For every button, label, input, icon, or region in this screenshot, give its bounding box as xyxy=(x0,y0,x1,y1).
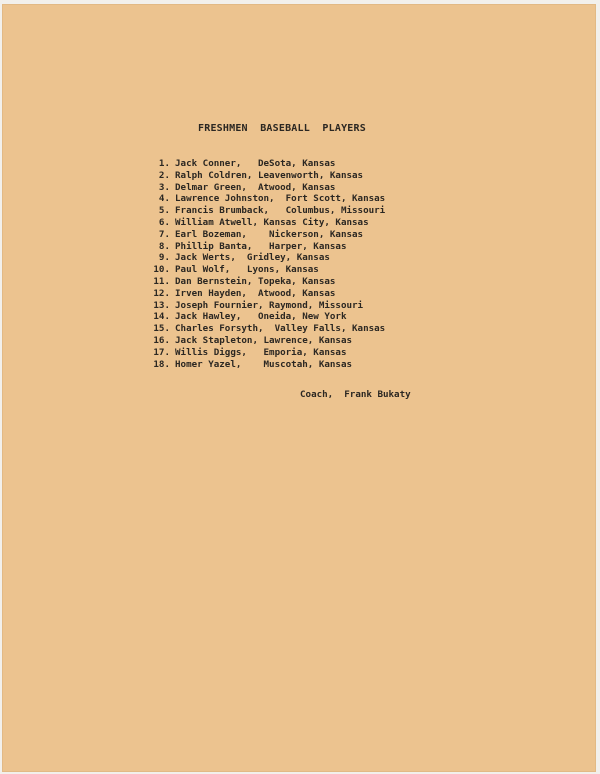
item-number: 8. xyxy=(158,240,170,252)
coach-signature-line: Coach, Frank Bukaty xyxy=(300,389,411,400)
item-number: 4. xyxy=(158,193,170,205)
item-text: Willis Diggs, Emporia, Kansas xyxy=(175,346,347,358)
item-text: Jack Hawley, Oneida, New York xyxy=(175,311,347,323)
list-item xyxy=(146,182,385,194)
list-item xyxy=(146,300,385,312)
list-item xyxy=(146,252,385,264)
list-item xyxy=(146,276,385,288)
list-item xyxy=(146,311,385,323)
item-number: 6. xyxy=(158,216,170,228)
item-text: Delmar Green, Atwood, Kansas xyxy=(175,181,336,193)
list-item xyxy=(146,205,385,217)
item-text: William Atwell, Kansas City, Kansas xyxy=(175,216,369,228)
item-text: Jack Werts, Gridley, Kansas xyxy=(175,252,330,264)
item-number: 9. xyxy=(158,252,170,264)
item-text: Dan Bernstein, Topeka, Kansas xyxy=(175,275,336,287)
list-item xyxy=(146,264,385,276)
item-number: 10. xyxy=(153,264,170,276)
item-number: 2. xyxy=(158,169,170,181)
list-item xyxy=(146,229,385,241)
page-title: FRESHMEN BASEBALL PLAYERS xyxy=(198,123,366,134)
item-text: Jack Stapleton, Lawrence, Kansas xyxy=(175,334,353,346)
item-text: Charles Forsyth, Valley Falls, Kansas xyxy=(175,323,386,335)
item-number: 15. xyxy=(153,323,170,335)
item-text: Ralph Coldren, Leavenworth, Kansas xyxy=(175,169,364,181)
item-text: Homer Yazel, Muscotah, Kansas xyxy=(175,358,353,370)
item-text: Irven Hayden, Atwood, Kansas xyxy=(175,287,336,299)
list-item xyxy=(146,335,385,347)
list-item xyxy=(146,241,385,253)
item-number: 14. xyxy=(153,311,170,323)
item-number: 12. xyxy=(153,287,170,299)
item-number: 5. xyxy=(158,205,170,217)
list-item xyxy=(146,359,385,371)
item-number: 18. xyxy=(153,358,170,370)
item-number: 1. xyxy=(158,158,170,169)
item-text: Phillip Banta, Harper, Kansas xyxy=(175,240,347,252)
list-item xyxy=(146,288,385,300)
item-number: 13. xyxy=(153,299,170,311)
list-item xyxy=(146,323,385,335)
item-text: Paul Wolf, Lyons, Kansas xyxy=(175,264,319,276)
item-text: Joseph Fournier, Raymond, Missouri xyxy=(175,299,364,311)
list-item xyxy=(146,170,385,182)
list-item xyxy=(146,193,385,205)
list-item xyxy=(146,347,385,359)
list-item xyxy=(146,217,385,229)
item-number: 11. xyxy=(153,275,170,287)
item-text: Francis Brumback, Columbus, Missouri xyxy=(175,205,386,217)
item-text: Earl Bozeman, Nickerson, Kansas xyxy=(175,228,364,240)
item-number: 17. xyxy=(153,346,170,358)
item-text: Lawrence Johnston, Fort Scott, Kansas xyxy=(175,193,386,205)
typed-page xyxy=(2,4,596,772)
player-list xyxy=(146,158,385,370)
item-number: 3. xyxy=(158,181,170,193)
item-text: Jack Conner, DeSota, Kansas xyxy=(175,158,336,169)
item-number: 16. xyxy=(153,334,170,346)
list-item xyxy=(146,158,385,170)
item-number: 7. xyxy=(158,228,170,240)
